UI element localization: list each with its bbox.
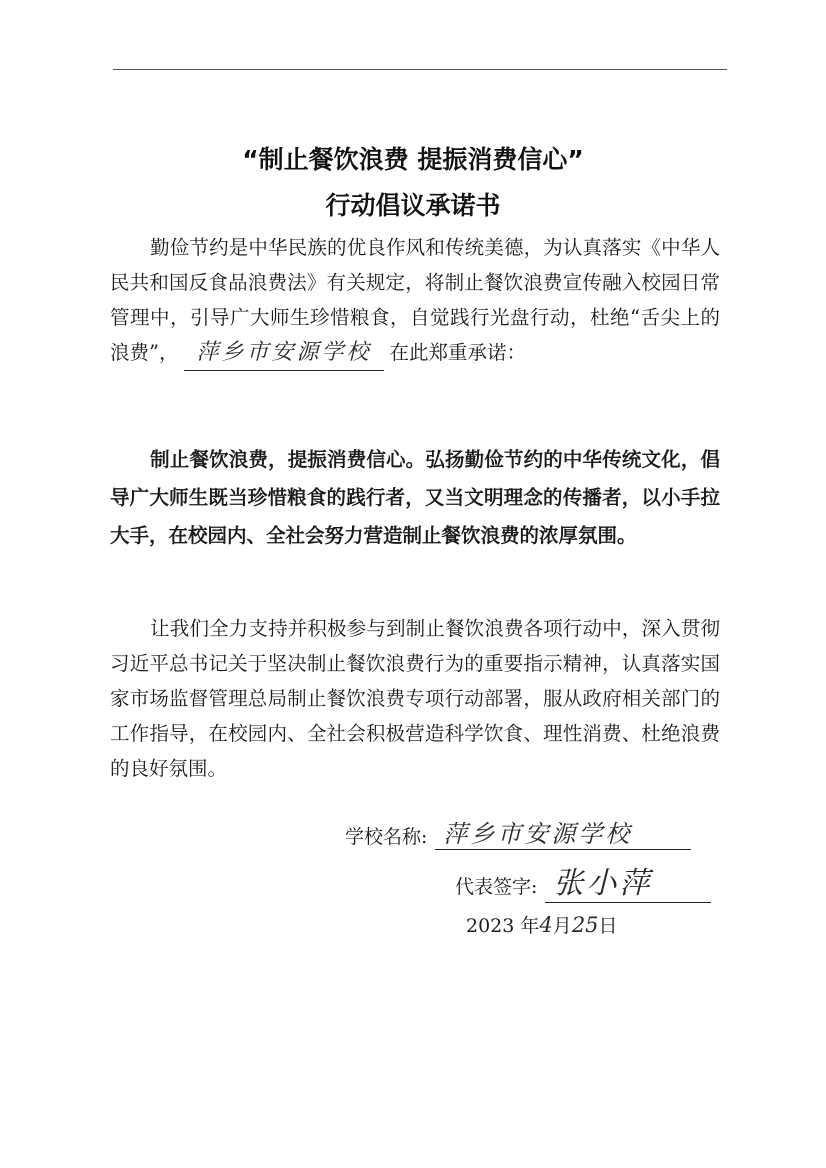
intro-text: 勤俭节约是中华民族的优良作风和传统美德，为认真落实《中华人民共和国反食品浪费法》有关规定，将制止餐饮浪费宣传融入校园日常管理中，引导广大师生珍惜粮食，自觉践行光盘行动，杜绝“舌尖上的浪费”， [110, 236, 720, 364]
paragraph-commitment [110, 441, 720, 555]
date-year-unit: 年 [520, 915, 540, 937]
commitment-text: 制止餐饮浪费，提振消费信心。弘扬勤俭节约的中华传统文化，倡导广大师生既当珍惜粮食的践行者，又当文明理念的传播者，以小手拉大手，在校园内、全社会努力营造制止餐饮浪费的浓厚氛围。 [110, 448, 720, 547]
intro-closing: 在此郑重承诺： [389, 341, 527, 364]
representative-label: 代表签字: [455, 876, 538, 898]
date-day-unit: 日 [598, 915, 618, 937]
representative-signature: 张小萍 [545, 858, 711, 903]
date-year: 2023 [466, 915, 515, 937]
paragraph-call-to-action [110, 611, 720, 786]
call-to-action-text: 让我们全力支持并积极参与到制止餐饮浪费各项行动中，深入贯彻习近平总书记关于坚决制止餐饮浪费行为的重要指示精神，认真落实国家市场监督管理总局制止餐饮浪费专项行动部署，服从政府相关部门的工作指导，在校园内、全社会积极营造科学饮食、理性消费、杜绝浪费的良好氛围。 [110, 617, 720, 780]
document-title: “制止餐饮浪费 提振消费信心” [242, 145, 584, 174]
school-name-row [345, 820, 633, 849]
date-month-unit: 月 [552, 915, 572, 937]
school-name-handwritten: 萍乡市安源学校 [435, 814, 691, 850]
document-subtitle: 行动倡议承诺书 [325, 191, 501, 220]
header-rule [113, 69, 727, 70]
handwritten-school-name: 萍乡市安源学校 [184, 335, 383, 371]
paragraph-intro [110, 230, 720, 371]
school-name-label: 学校名称: [345, 826, 428, 848]
sign-date [466, 911, 618, 938]
date-day-handwritten: 25 [571, 913, 599, 937]
date-month-handwritten: 4 [539, 913, 553, 937]
representative-signature-row [455, 866, 653, 901]
